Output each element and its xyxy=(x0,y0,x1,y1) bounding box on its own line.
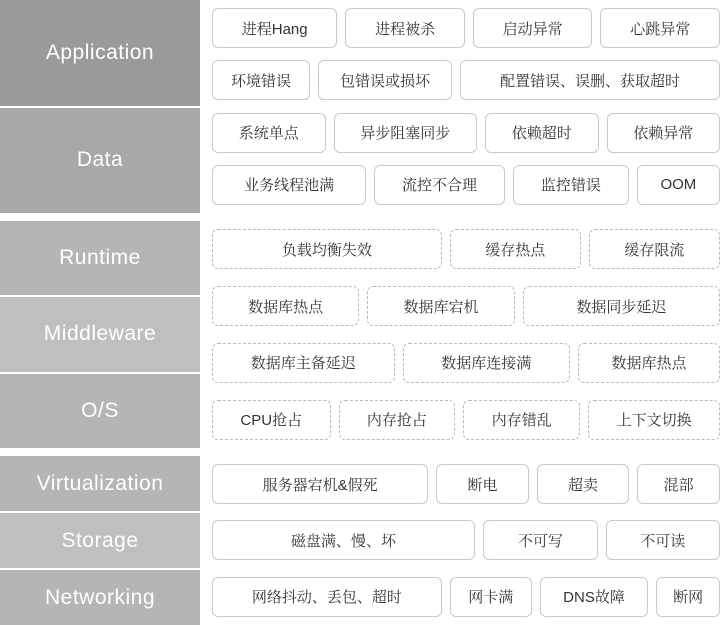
failure-chip[interactable]: 数据库热点 xyxy=(578,343,720,383)
failure-chip-rows xyxy=(200,221,720,448)
failure-chip-rows xyxy=(200,456,720,625)
failure-chip[interactable]: 数据同步延迟 xyxy=(523,286,720,326)
chip-row xyxy=(212,335,720,392)
layer-label-application: Application xyxy=(0,0,200,106)
failure-chip[interactable]: CPU抢占 xyxy=(212,400,331,440)
failure-chip[interactable]: 配置错误、误删、获取超时 xyxy=(460,60,720,100)
layer-group-infrastructure xyxy=(0,456,720,625)
failure-chip[interactable]: 监控错误 xyxy=(513,165,629,205)
failure-chip-rows xyxy=(200,0,720,213)
layer-label-column xyxy=(0,221,200,448)
failure-chip[interactable]: 磁盘满、慢、坏 xyxy=(212,520,475,560)
failure-chip[interactable]: 数据库连接满 xyxy=(403,343,571,383)
layer-label-column xyxy=(0,456,200,625)
failure-chip[interactable]: 缓存限流 xyxy=(589,229,720,269)
failure-chip[interactable]: 数据库主备延迟 xyxy=(212,343,395,383)
layer-label-networking: Networking xyxy=(0,568,200,625)
layer-label-column xyxy=(0,0,200,213)
layer-group-application-data xyxy=(0,0,720,213)
layer-label-data: Data xyxy=(0,106,200,214)
chip-row xyxy=(212,278,720,335)
layer-label-os: O/S xyxy=(0,372,200,448)
failure-chip[interactable]: 环境错误 xyxy=(212,60,310,100)
failure-chip[interactable]: 不可写 xyxy=(483,520,597,560)
failure-chip[interactable]: 心跳异常 xyxy=(600,8,720,48)
failure-chip[interactable]: 内存抢占 xyxy=(339,400,456,440)
failure-chip[interactable]: 缓存热点 xyxy=(450,229,581,269)
failure-chip[interactable]: 网络抖动、丢包、超时 xyxy=(212,577,442,617)
chip-row xyxy=(212,456,720,512)
failure-chip[interactable]: 断电 xyxy=(436,464,528,504)
failure-chip[interactable]: 业务线程池满 xyxy=(212,165,366,205)
layer-label-storage: Storage xyxy=(0,511,200,568)
layer-group-runtime-middleware-os xyxy=(0,221,720,448)
failure-chip[interactable]: 进程Hang xyxy=(212,8,337,48)
failure-chip[interactable]: 超卖 xyxy=(537,464,629,504)
chip-row xyxy=(212,391,720,448)
failure-chip[interactable]: 进程被杀 xyxy=(345,8,465,48)
chip-row xyxy=(212,159,720,211)
failure-chip[interactable]: 流控不合理 xyxy=(374,165,505,205)
failure-chip[interactable]: 依赖异常 xyxy=(607,113,720,153)
failure-chip[interactable]: 上下文切换 xyxy=(588,400,720,440)
failure-chip[interactable]: 包错误或损坏 xyxy=(318,60,452,100)
chip-row xyxy=(212,512,720,568)
failure-chip[interactable]: 启动异常 xyxy=(473,8,593,48)
chip-row xyxy=(212,569,720,625)
chip-row xyxy=(212,2,720,54)
failure-chip[interactable]: 数据库热点 xyxy=(212,286,359,326)
chip-row xyxy=(212,107,720,159)
failure-chip[interactable]: 网卡满 xyxy=(450,577,532,617)
chip-row xyxy=(212,221,720,278)
layer-label-virtualization: Virtualization xyxy=(0,456,200,511)
failure-chip[interactable]: 服务器宕机&假死 xyxy=(212,464,428,504)
chip-row xyxy=(212,54,720,106)
failure-chip[interactable]: 混部 xyxy=(637,464,720,504)
failure-chip[interactable]: OOM xyxy=(637,165,720,205)
failure-chip[interactable]: 断网 xyxy=(656,577,720,617)
failure-chip[interactable]: DNS故障 xyxy=(540,577,649,617)
failure-chip[interactable]: 数据库宕机 xyxy=(367,286,514,326)
failure-chip[interactable]: 内存错乱 xyxy=(463,400,580,440)
failure-chip[interactable]: 依赖超时 xyxy=(485,113,599,153)
failure-chip[interactable]: 不可读 xyxy=(606,520,720,560)
failure-chip[interactable]: 负载均衡失效 xyxy=(212,229,442,269)
layer-label-middleware: Middleware xyxy=(0,295,200,371)
failure-chip[interactable]: 异步阻塞同步 xyxy=(334,113,478,153)
failure-chip[interactable]: 系统单点 xyxy=(212,113,326,153)
layer-label-runtime: Runtime xyxy=(0,221,200,295)
